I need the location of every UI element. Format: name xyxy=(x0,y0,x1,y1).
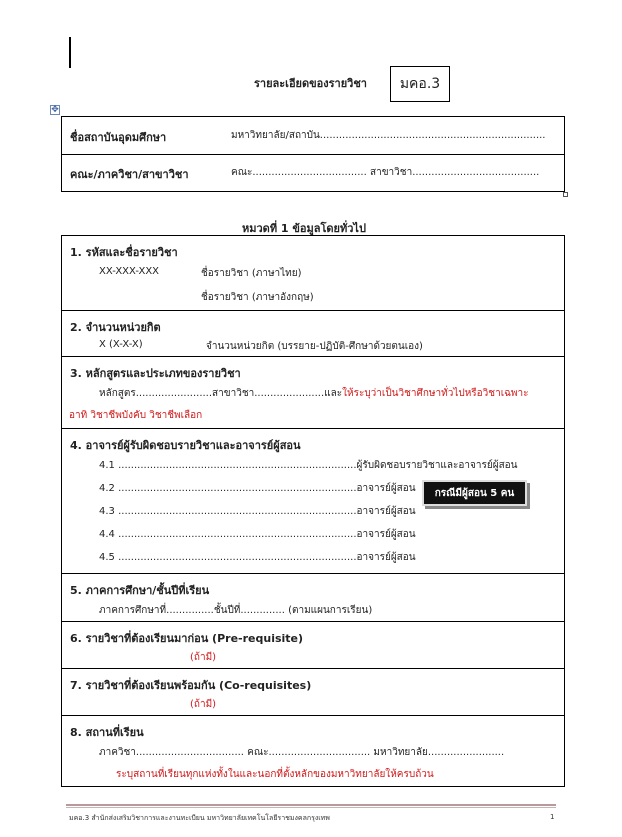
institution-table xyxy=(61,116,565,192)
corequisite-heading: 7. รายวิชาที่ต้องเรียนพร้อมกัน (Co-requisites) xyxy=(70,679,312,692)
course-name-english[interactable]: ชื่อรายวิชา (ภาษาอังกฤษ) xyxy=(201,292,314,303)
instructor-role: อาจารย์ผู้สอน xyxy=(356,506,416,517)
semester-heading: 5. ภาคการศึกษา/ชั้นปีที่เรียน xyxy=(70,584,210,597)
location-instruction: ระบุสถานที่เรียนทุกแห่งทั้งในและนอกที่ตั้งหลักของมหาวิทยาลัยให้ครบถ้วน xyxy=(116,769,434,780)
institution-value[interactable]: มหาวิทยาลัย/สถาบัน....................................................................... xyxy=(231,130,546,141)
instructor-num: 4.2 xyxy=(99,483,115,494)
footer-divider-thin xyxy=(66,807,556,808)
curriculum-section xyxy=(62,357,564,429)
instructor-num: 4.5 xyxy=(99,552,115,563)
credits-description: จำนวนหน่วยกิต (บรรยาย-ปฏิบัติ-ศึกษาด้วยตนเอง) xyxy=(206,341,423,352)
faculty-label: คณะ/ภาควิชา/สาขาวิชา xyxy=(70,168,189,181)
location-section xyxy=(62,716,564,788)
instructors-heading: 4. อาจารย์ผู้รับผิดชอบรายวิชาและอาจารย์ผู้สอน xyxy=(70,439,301,452)
corequisite-note: (ถ้ามี) xyxy=(190,699,217,710)
instructor-name-field: ........................................................................... xyxy=(118,506,357,517)
course-code-section xyxy=(62,236,564,311)
table-move-handle-icon[interactable]: ✥ xyxy=(51,105,59,115)
footer-text: มคอ.3 สำนักส่งเสริมวิชาการและงานทะเบียน มหาวิทยาลัยเทคโนโลยีราชมงคลกรุงเทพ xyxy=(69,814,330,822)
credits-value[interactable]: X (X-X-X) xyxy=(99,339,143,350)
instructor-row[interactable] xyxy=(99,504,416,519)
credits-heading: 2. จำนวนหน่วยกิต xyxy=(70,321,161,334)
footer-divider xyxy=(66,804,556,806)
faculty-row xyxy=(62,154,564,191)
instructor-num: 4.4 xyxy=(99,529,115,540)
instructor-row[interactable] xyxy=(99,458,518,473)
prerequisite-note: (ถ้ามี) xyxy=(190,652,217,663)
instructor-name-field: ........................................................................... xyxy=(118,529,357,540)
curriculum-heading: 3. หลักสูตรและประเภทของรายวิชา xyxy=(70,367,241,380)
instructors-note-callout: กรณีมีผู้สอน 5 คน xyxy=(422,480,527,506)
credits-section xyxy=(62,311,564,357)
course-name-thai[interactable]: ชื่อรายวิชา (ภาษาไทย) xyxy=(201,268,302,279)
institution-row xyxy=(62,117,564,155)
table-resize-handle[interactable] xyxy=(563,192,568,197)
page-number: 1 xyxy=(550,813,555,821)
prerequisite-heading: 6. รายวิชาที่ต้องเรียนมาก่อน (Pre-requisite) xyxy=(70,632,304,645)
semester-value[interactable]: ภาคการศึกษาที่...............ชั้นปีที่.............. (ตามแผนการเรียน) xyxy=(99,605,373,616)
instructor-row[interactable] xyxy=(99,527,416,542)
form-code-box xyxy=(390,66,450,102)
document-title: รายละเอียดของรายวิชา xyxy=(254,77,367,90)
location-fields[interactable]: ภาควิชา.................................. คณะ................................ มหาวิทยาลัย........................ xyxy=(99,747,505,758)
instructor-name-field: ........................................................................... xyxy=(118,552,357,563)
instructor-role: อาจารย์ผู้สอน xyxy=(356,529,416,540)
prerequisite-section xyxy=(62,622,564,669)
instructor-name-field: ........................................................................... xyxy=(118,483,357,494)
text-cursor xyxy=(69,37,71,68)
course-code-value[interactable]: XX-XXX-XXX xyxy=(99,266,160,277)
institution-label: ชื่อสถาบันอุดมศึกษา xyxy=(70,131,167,144)
course-code-heading: 1. รหัสและชื่อรายวิชา xyxy=(70,246,178,259)
instructor-role: ผู้รับผิดชอบรายวิชาและอาจารย์ผู้สอน xyxy=(356,460,518,471)
form-code-label: มคอ.3 xyxy=(399,76,441,92)
semester-section xyxy=(62,574,564,622)
curriculum-line[interactable] xyxy=(99,386,529,401)
curriculum-text: หลักสูตร........................สาขาวิชา......................และ xyxy=(99,388,343,399)
curriculum-instruction: ให้ระบุว่าเป็นวิชาศึกษาทั่วไปหรือวิชาเฉพาะ xyxy=(342,388,529,399)
branch-value[interactable]: สาขาวิชา........................................ xyxy=(370,167,540,178)
curriculum-instruction-examples: อาทิ วิชาชีพบังคับ วิชาชีพเลือก xyxy=(69,410,203,421)
faculty-value[interactable]: คณะ.................................... xyxy=(231,167,367,178)
instructor-row[interactable] xyxy=(99,550,416,565)
location-heading: 8. สถานที่เรียน xyxy=(70,726,144,739)
section-title: หมวดที่ 1 ข้อมูลโดยทั่วไป xyxy=(242,222,366,235)
instructor-name-field: ........................................................................... xyxy=(118,460,357,471)
instructor-num: 4.3 xyxy=(99,506,115,517)
corequisite-section xyxy=(62,669,564,716)
general-info-table xyxy=(61,235,565,787)
instructor-row[interactable] xyxy=(99,481,416,496)
instructor-role: อาจารย์ผู้สอน xyxy=(356,552,416,563)
instructor-role: อาจารย์ผู้สอน xyxy=(356,483,416,494)
instructor-num: 4.1 xyxy=(99,460,115,471)
